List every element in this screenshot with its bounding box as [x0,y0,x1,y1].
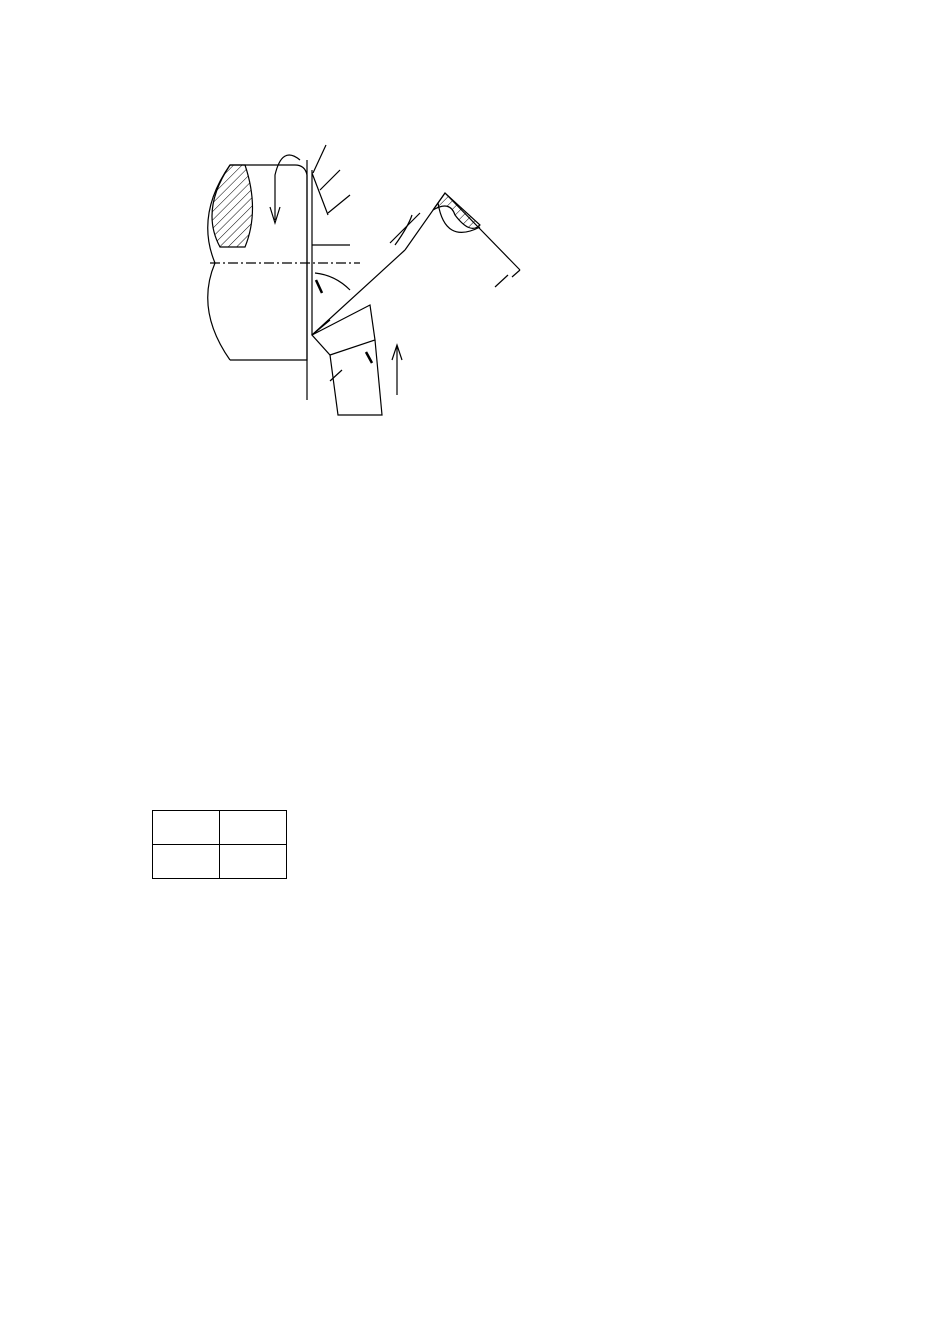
turning-tool-angle-diagram [190,115,550,435]
grader-cell [220,845,287,879]
score-header [153,811,220,845]
score-table [152,810,287,879]
grader-header [220,811,287,845]
score-cell [153,845,220,879]
